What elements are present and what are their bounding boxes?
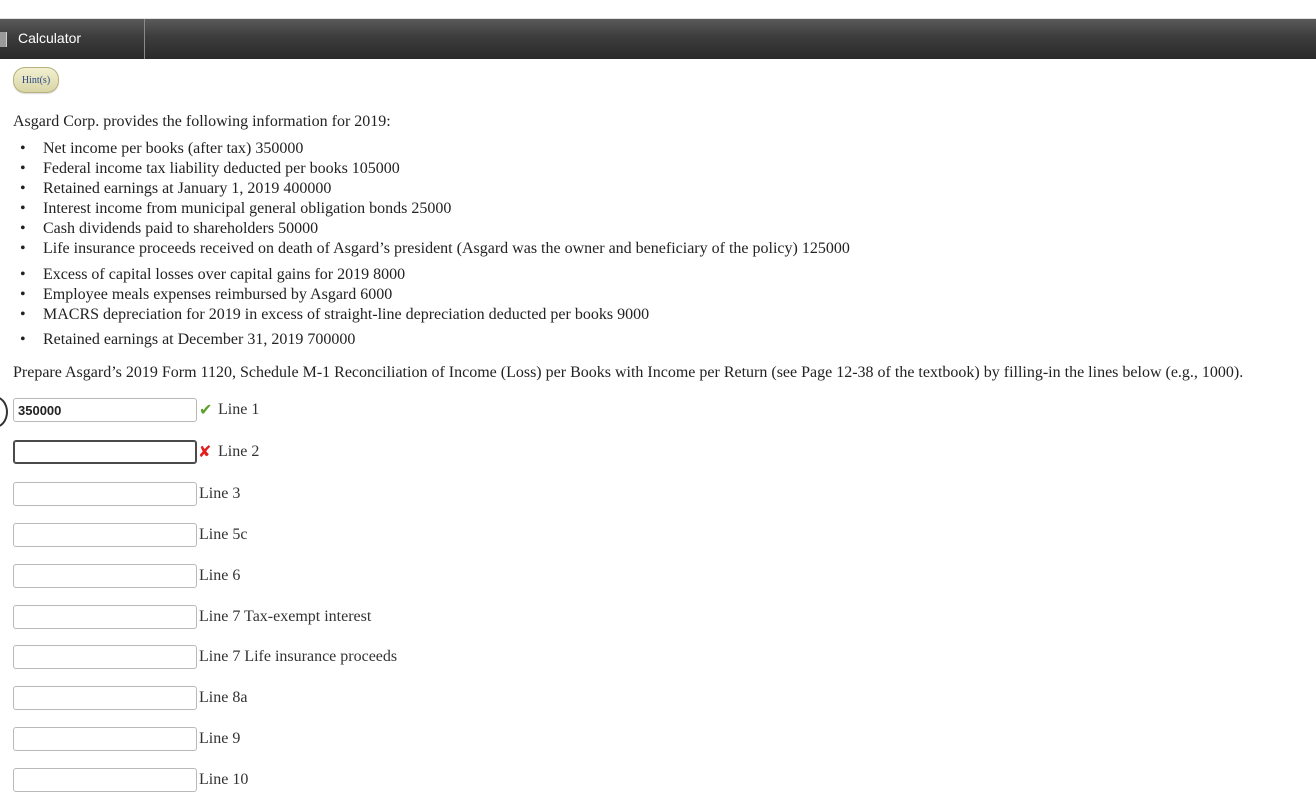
fact-text: Employee meals expenses reimbursed by Asgard 6000 — [43, 286, 393, 303]
bullet: • — [20, 220, 26, 237]
bullet: • — [20, 286, 26, 303]
line-label: Line 1 — [218, 401, 260, 418]
line-7-tax-exempt-input[interactable] — [13, 605, 197, 629]
fact-text: Net income per books (after tax) 350000 — [43, 140, 304, 157]
fact-text: Life insurance proceeds received on death of Asgard’s president (Asgard was the owner and beneficiary of the policy) 125000 — [43, 240, 850, 257]
cross-icon: ✘ — [198, 442, 212, 461]
fact-text: Federal income tax liability deducted per books 105000 — [43, 160, 400, 177]
bullet: • — [20, 306, 26, 323]
line-9-input[interactable] — [13, 727, 197, 751]
line-8a-input[interactable] — [13, 686, 197, 710]
bullet: • — [20, 240, 26, 257]
problem-intro: Asgard Corp. provides the following information for 2019: — [13, 113, 391, 130]
fact-text: Interest income from municipal general obligation bonds 25000 — [43, 200, 452, 217]
line-label: Line 2 — [218, 443, 260, 460]
line-7-life-insurance-input[interactable] — [13, 645, 197, 669]
line-5c-input[interactable] — [13, 523, 197, 547]
calculator-button[interactable] — [0, 19, 145, 59]
bullet: • — [20, 180, 26, 197]
line-2-input[interactable] — [13, 440, 197, 464]
fact-text: Retained earnings at January 1, 2019 400000 — [43, 180, 332, 197]
bullet: • — [20, 140, 26, 157]
hint-button[interactable]: Hint(s) — [13, 67, 59, 93]
line-label: Line 7 Tax-exempt interest — [199, 608, 372, 625]
line-label: Line 6 — [199, 567, 241, 584]
toolbar — [0, 19, 1316, 59]
line-1-input[interactable] — [13, 398, 197, 422]
bullet: • — [20, 160, 26, 177]
line-label: Line 3 — [199, 485, 241, 502]
line-6-input[interactable] — [13, 564, 197, 588]
bullet: • — [20, 266, 26, 283]
line-label: Line 9 — [199, 730, 241, 747]
line-label: Line 10 — [199, 771, 249, 788]
line-label: Line 5c — [199, 526, 248, 543]
instructions: Prepare Asgard’s 2019 Form 1120, Schedule M-1 Reconciliation of Income (Loss) per Books with Income per Return (see Page 12-38 of the textbook) by filling-in the lines below (e.g., 1000). — [13, 364, 1244, 381]
line-label: Line 8a — [199, 689, 248, 706]
bullet: • — [20, 331, 26, 348]
bullet: • — [20, 200, 26, 217]
fact-text: Retained earnings at December 31, 2019 700000 — [43, 331, 356, 348]
calculator-label: Calculator — [18, 30, 82, 46]
line-label: Line 7 Life insurance proceeds — [199, 648, 398, 665]
line-3-input[interactable] — [13, 482, 197, 506]
checkmark-icon: ✔ — [199, 400, 213, 419]
line-10-input[interactable] — [13, 768, 197, 792]
fact-text: MACRS depreciation for 2019 in excess of straight-line depreciation deducted per books 9000 — [43, 306, 650, 323]
left-edge-marker — [0, 396, 8, 428]
fact-text: Cash dividends paid to shareholders 50000 — [43, 220, 319, 237]
browser-top-strip — [0, 0, 1316, 19]
calculator-icon — [0, 32, 7, 47]
fact-text: Excess of capital losses over capital gains for 2019 8000 — [43, 266, 406, 283]
